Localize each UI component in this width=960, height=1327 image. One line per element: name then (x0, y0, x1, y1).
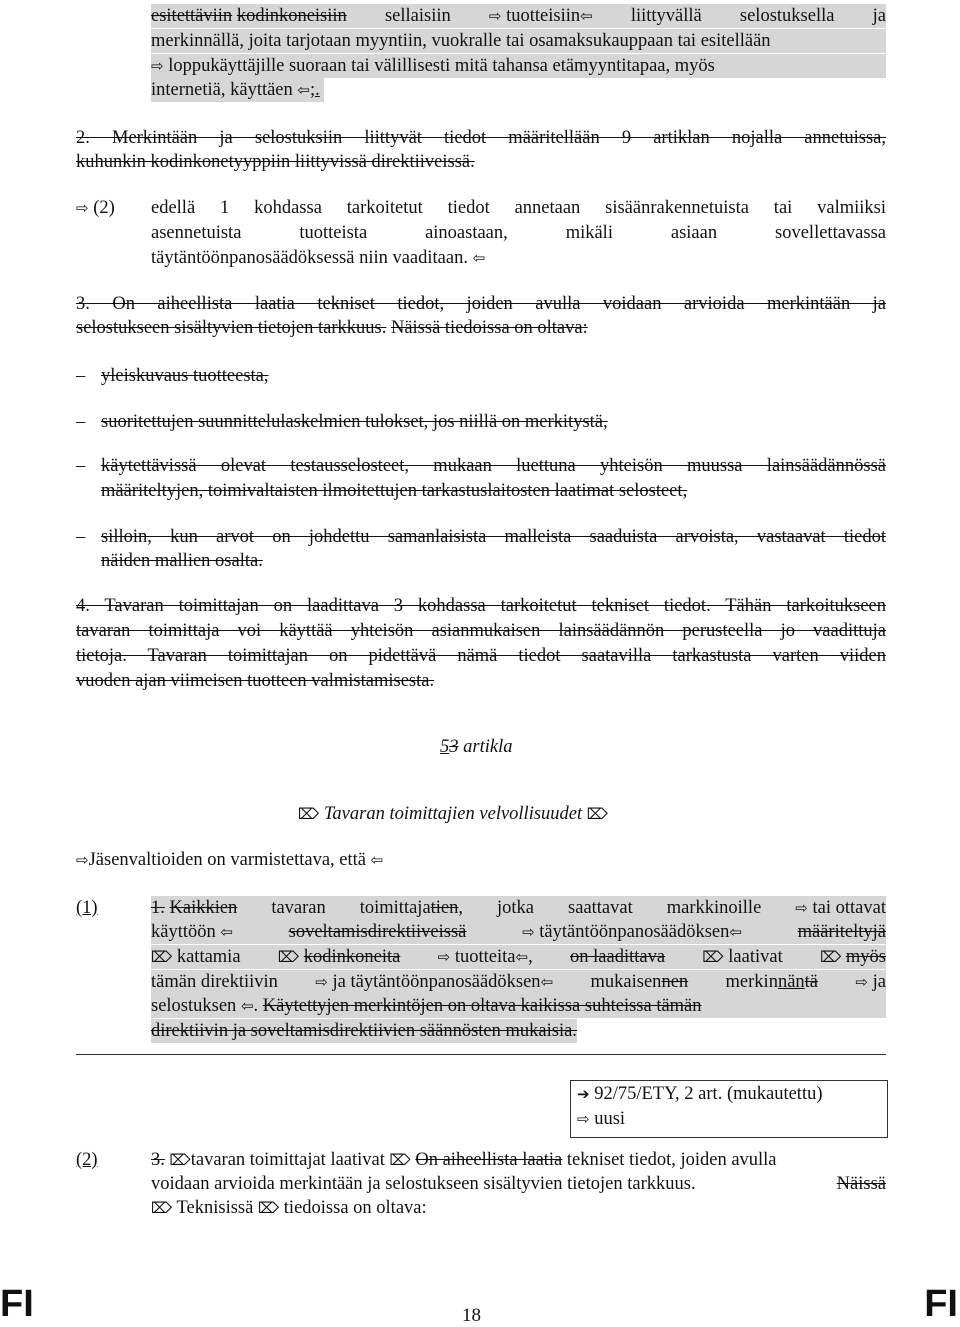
p4-line-1: 4. Tavaran toimittajan on laadittava 3 kohdassa tarkoitetut tekniset tiedot. Tähän tarkoitukseen (76, 596, 886, 616)
delete-mark-icon: ⌦ (298, 805, 320, 823)
top-line-2: merkinnällä, joita tarjotaan myyntiin, vuokralle tai osamaksukauppaan tai esitellään (151, 29, 886, 53)
top-line-3: ⇨ loppukäyttäjille suoraan tai välillisesti mitä tahansa etämyyntitapaa, myös (151, 54, 886, 78)
s1-line-1: 1. Kaikkien tavaran toimittajatien, jotka saattavat markkinoille ⇨ tai ottavat (151, 898, 886, 918)
bullet-dash: – (76, 527, 86, 547)
delete-mark-icon: ⌦ (151, 948, 173, 966)
bullet-3-line-2: määriteltyjen, toimivaltaisten ilmoitettujen tarkastuslaitosten laatimat selosteet, (101, 481, 688, 501)
delete-mark-icon: ⌦ (702, 948, 724, 966)
insert-open-icon: ⇨ (76, 199, 89, 217)
source-box-row-2: ⇨ uusi (577, 1109, 626, 1129)
delete-mark-icon: ⌦ (151, 1199, 173, 1217)
delete-mark-icon: ⌦ (169, 1151, 191, 1169)
insert-open-icon: ⇨ (315, 973, 328, 991)
s1-line-6: direktiivin ja soveltamisdirektiivien säännösten mukaisia. (151, 1021, 577, 1041)
insert-open-icon: ⇨ (855, 973, 868, 991)
p4-line-2: tavaran toimittaja voi käyttää yhteisön asianmukaisen lainsäädännön perusteella jo vaadittuja (76, 621, 886, 641)
insert-close-icon: ⇦ (370, 851, 384, 869)
s1-line-3: ⌦ kattamia ⌦ kodinkoneita ⇨ tuotteita⇦, on laadittava ⌦ laativat ⌦ myös (151, 947, 886, 967)
insert-close-icon: ⇦ (729, 923, 742, 941)
p2-line-1: 2. Merkintään ja selostuksiin liittyvät tiedot määritellään 9 artiklan nojalla annetuissa, (76, 128, 886, 148)
top-line-1: esitettäviin kodinkoneisiin sellaisiin ⇨ tuotteisiin⇦ liittyvällä selostuksella ja (151, 6, 886, 26)
insert-open-icon: ⇨ (437, 948, 451, 966)
insert-close-icon: ⇦ (540, 973, 554, 991)
insert-close-icon: ⇦ (297, 81, 310, 99)
p4-line-3: tietoja. Tavaran toimittajan on pidettävä nämä tiedot saatavilla tarkastusta varten viiden (76, 646, 886, 666)
p3-line-2: selostukseen sisältyvien tietojen tarkkuus. Näissä tiedoissa on oltava: (76, 318, 588, 338)
p4-line-4: vuoden ajan viimeisen tuotteen valmistamisesta. (76, 671, 435, 691)
s1-number: (1) (76, 898, 98, 918)
bullet-4-line-2: näiden mallien osalta. (101, 551, 263, 571)
footer-lang-left: FI (0, 1283, 34, 1325)
p-ins-number: ⇨ (2) (76, 198, 115, 218)
intro-line: ⇨Jäsenvaltioiden on varmistettava, että ⇦ (76, 850, 384, 870)
page-number: 18 (462, 1305, 481, 1326)
bullet-4-line-1: silloin, kun arvot on johdettu samanlaisista malleista saaduista arvoista, vastaavat tiedot (101, 527, 886, 547)
s1-line-5: selostuksen ⇦. Käytettyjen merkintöjen on oltava kaikissa suhteissa tämän (151, 994, 886, 1018)
s1-line-4: tämän direktiivin ⇨ ja täytäntöönpanosäädöksen⇦ mukaisennen merkinnäntä ⇨ ja (151, 972, 886, 992)
insert-open-icon: ⇨ (76, 851, 89, 869)
bullet-dash: – (76, 366, 86, 386)
bullet-1: yleiskuvaus tuotteesta, (101, 366, 269, 386)
s2-line-3: ⌦ Teknisissä ⌦ tiedoissa on oltava: (151, 1198, 427, 1218)
s2-number: (2) (76, 1150, 98, 1170)
insert-open-icon: ⇨ (488, 7, 502, 25)
s2-line-1: 3. ⌦tavaran toimittajat laativat ⌦ On aiheellista laatia tekniset tiedot, joiden avulla (151, 1150, 777, 1170)
delete-mark-icon: ⌦ (586, 805, 608, 823)
delete-mark-icon: ⌦ (257, 1199, 280, 1217)
p-ins-line-1: edellä 1 kohdassa tarkoitetut tiedot annetaan sisäänrakennetuista tai valmiiksi (151, 198, 886, 218)
bullet-dash: – (76, 456, 86, 476)
insert-close-icon: ⇦ (515, 948, 529, 966)
p3-line-1: 3. On aiheellista laatia tekniset tiedot, joiden avulla voidaan arvioida merkintään ja (76, 294, 886, 314)
delete-mark-icon: ⌦ (820, 948, 842, 966)
p2-line-2: kuhunkin kodinkonetyyppiin liittyvissä direktiiveissä. (76, 152, 475, 172)
s2-line-2: voidaan arvioida merkintään ja selostukseen sisältyvien tietojen tarkkuus. Näissä (151, 1174, 886, 1194)
p-ins-line-2: asennetuista tuotteista ainoastaan, mikäli asiaan sovellettavassa (151, 223, 886, 243)
insert-close-icon: ⇦ (580, 7, 593, 25)
article-number: 53 artikla (440, 737, 513, 757)
s1-line-2: käyttöön ⇦ soveltamisdirektiiveissä ⇨ täytäntöönpanosäädöksen⇦ määriteltyjä (151, 922, 886, 942)
divider-rule (76, 1054, 886, 1055)
source-box (570, 1080, 888, 1138)
insert-open-icon: ⇨ (577, 1110, 590, 1128)
top-line-4: internetiä, käyttäen ⇦;. (151, 78, 324, 102)
insert-open-icon: ⇨ (522, 923, 535, 941)
insert-close-icon: ⇦ (220, 923, 233, 941)
insert-close-icon: ⇦ (240, 997, 254, 1015)
bullet-3-line-1: käytettävissä olevat testausselosteet, mukaan luettuna yhteisön muussa lainsäädännössä (101, 456, 886, 476)
delete-mark-icon: ⌦ (277, 948, 300, 966)
insert-close-icon: ⇦ (472, 249, 486, 267)
insert-open-icon: ⇨ (151, 57, 164, 75)
insert-open-icon: ⇨ (795, 899, 808, 917)
article-title: ⌦ Tavaran toimittajien velvollisuudet ⌦ (298, 804, 608, 824)
source-box-row-1: ➔ 92/75/ETY, 2 art. (mukautettu) (577, 1084, 823, 1104)
bullet-dash: – (76, 412, 86, 432)
bullet-2: suoritettujen suunnittelulaskelmien tulokset, jos niillä on merkitystä, (101, 412, 608, 432)
delete-mark-icon: ⌦ (389, 1151, 411, 1169)
p-ins-line-3: täytäntöönpanosäädöksessä niin vaaditaan. ⇦ (151, 248, 486, 268)
replaced-arrow-icon: ➔ (577, 1085, 590, 1103)
footer-lang-right: FI (924, 1283, 958, 1325)
